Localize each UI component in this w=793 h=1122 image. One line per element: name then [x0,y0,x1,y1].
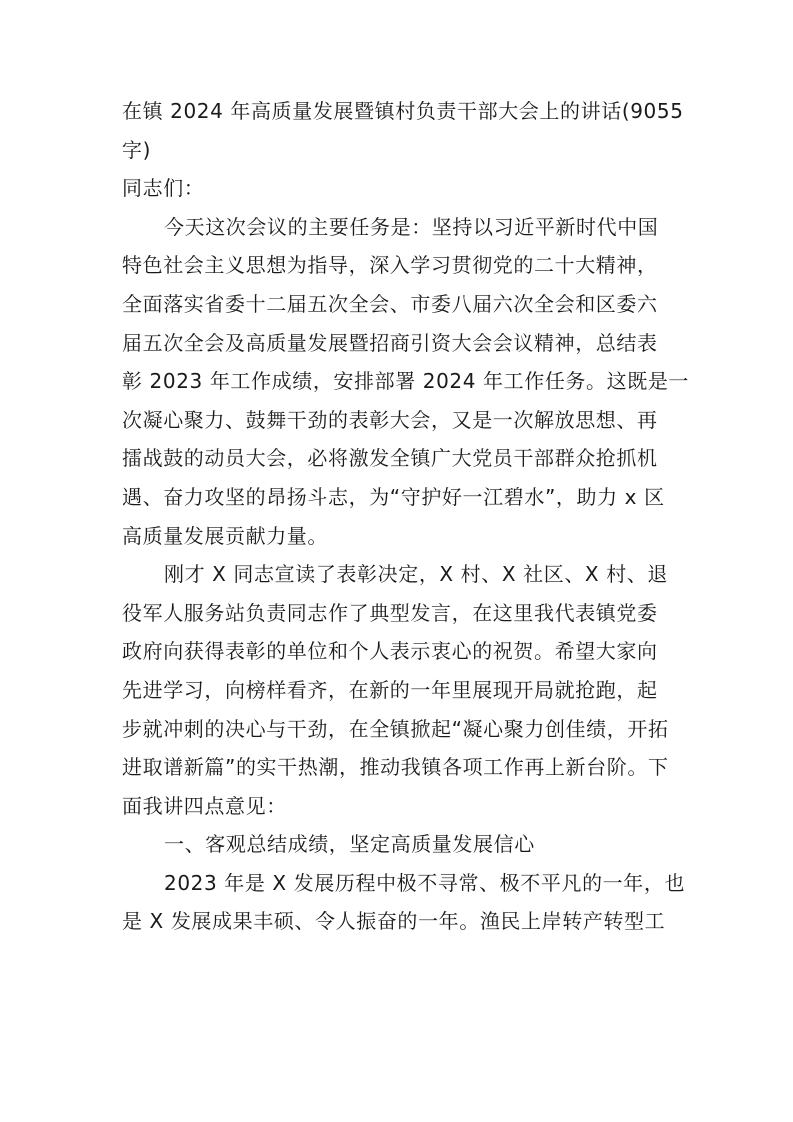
paragraph-1-line-6: 次凝心聚力、鼓舞干劲的表彰大会，又是一次解放思想、再 [122,407,658,432]
document-title-line-2: 字) [122,137,152,162]
paragraph-1-line-4: 届五次全会及高质量发展暨招商引资大会会议精神，总结表 [122,330,658,355]
paragraph-1-line-3: 全面落实省委十二届五次全会、市委八届六次全会和区委六 [122,291,658,316]
paragraph-2-line-2: 役军人服务站负责同志作了典型发言，在这里我代表镇党委 [122,600,658,625]
paragraph-1-line-9: 高质量发展贡献力量。 [122,523,328,548]
paragraph-1-line-7: 擂战鼓的动员大会，必将激发全镇广大党员干部群众抢抓机 [122,446,658,471]
paragraph-3-line-1: 2023 年是 X 发展历程中极不寻常、极不平凡的一年，也 [164,870,686,895]
section-1-heading: 一、客观总结成绩，坚定高质量发展信心 [164,832,535,857]
paragraph-2-line-6: 进取谱新篇”的实干热潮，推动我镇各项工作再上新台阶。下 [122,755,669,780]
document-page [122,92,690,941]
paragraph-1-line-5: 彰 2023 年工作成绩，安排部署 2024 年工作任务。这既是一 [122,369,690,394]
paragraph-1-line-1: 今天这次会议的主要任务是：坚持以习近平新时代中国 [164,214,659,239]
paragraph-1-line-8: 遇、奋力攻坚的昂扬斗志，为“守护好一江碧水”，助力 x 区 [122,484,665,509]
paragraph-2-line-7: 面我讲四点意见： [122,793,287,818]
document-title-line-1: 在镇 2024 年高质量发展暨镇村负责干部大会上的讲话(9055 [122,99,684,123]
paragraph-3-line-2: 是 X 发展成果丰硕、令人振奋的一年。渔民上岸转产转型工 [122,909,666,934]
paragraph-2-line-5: 步就冲刺的决心与干劲，在全镇掀起“凝心聚力创佳绩，开拓 [122,716,669,741]
paragraph-2-line-1: 刚才 X 同志宣读了表彰决定，X 村、X 社区、X 村、退 [164,562,668,587]
paragraph-1-line-2: 特色社会主义思想为指导，深入学习贯彻党的二十大精神， [122,253,658,278]
paragraph-2-line-3: 政府向获得表彰的单位和个人表示衷心的祝贺。希望大家向 [122,639,658,664]
paragraph-2-line-4: 先进学习，向榜样看齐，在新的一年里展现开局就抢跑，起 [122,677,658,702]
salutation: 同志们： [122,176,205,201]
